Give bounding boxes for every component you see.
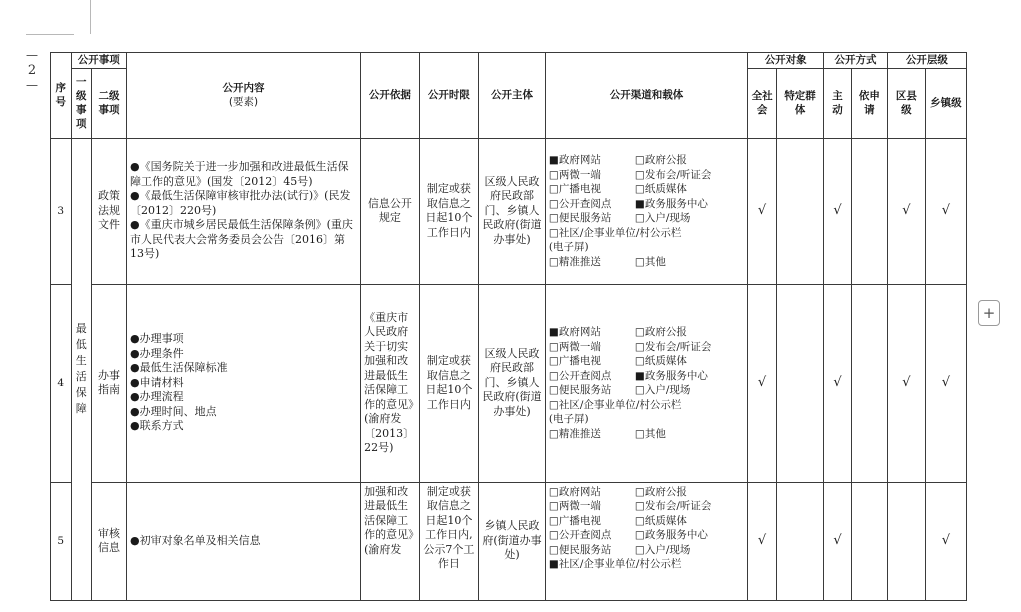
check-level-district	[887, 482, 925, 600]
row-subject: 区级人民政府民政部门、乡镇人民政府(街道办事处)	[479, 284, 546, 482]
header-level-town: 乡镇级	[925, 68, 966, 138]
header-disclosure-items: 公开事项	[71, 53, 126, 69]
row-content: ●《国务院关于进一步加强和改进最低生活保障工作的意见》(国发〔2012〕45号) ●《最低生活保障审核审批办法(试行)》(民发〔2012〕220号) ●《重庆市城乡居民最低生活保障条例》(重庆市人民代表大会常务委员会公告〔2016〕第13号)	[126, 138, 360, 284]
row-seq: 4	[51, 284, 72, 482]
header-channels: 公开渠道和载体	[545, 53, 747, 139]
header-level1: 一级事项	[71, 68, 92, 138]
check-target-all: √	[748, 138, 777, 284]
row-basis: 信息公开规定	[361, 138, 420, 284]
crop-mark-horizontal	[26, 34, 74, 35]
check-target-specific	[776, 138, 823, 284]
header-level: 公开层级	[887, 53, 966, 69]
add-comment-button[interactable]: +	[978, 300, 1000, 326]
header-level2: 二级事项	[92, 68, 127, 138]
category-cell: 最低生活保障	[71, 138, 92, 600]
check-target-specific	[776, 482, 823, 600]
header-seq: 序号	[51, 53, 72, 139]
check-method-request	[851, 482, 887, 600]
header-level-district: 区县级	[887, 68, 925, 138]
check-level-district: √	[887, 138, 925, 284]
check-level-town: √	[925, 284, 966, 482]
header-target: 公开对象	[748, 53, 824, 69]
check-target-specific	[776, 284, 823, 482]
check-target-all: √	[748, 482, 777, 600]
row-seq: 3	[51, 138, 72, 284]
table-row	[51, 138, 967, 284]
row-subject: 乡镇人民政府(街道办事处)	[479, 482, 546, 600]
row-time-limit: 制定或获取信息之日起10个工作日内	[419, 284, 479, 482]
row-content: ●初审对象名单及相关信息	[126, 482, 360, 600]
check-level-town: √	[925, 482, 966, 600]
row-channels: □政府网站 □政府公报 □两微一端 □发布会/听证会 □广播电视 □纸质媒体 □公开查阅点 □政务服务中心 □便民服务站 □入户/现场 ■社区/企事业单位/村公示栏	[545, 482, 747, 600]
table-row	[51, 284, 967, 482]
check-method-request	[851, 138, 887, 284]
row-time-limit: 制定或获取信息之日起10个工作日内,公示7个工作日	[419, 482, 479, 600]
row-basis: 《重庆市人民政府关于切实加强和改进最低生活保障工作的意见》(渝府发〔2013〕22号)	[361, 284, 420, 482]
header-time-limit: 公开时限	[419, 53, 479, 139]
page-number: — 2 —	[26, 48, 38, 92]
disclosure-table	[50, 52, 967, 601]
check-level-district: √	[887, 284, 925, 482]
row-content: ●办理事项 ●办理条件 ●最低生活保障标准 ●申请材料 ●办理流程 ●办理时间、地点 ●联系方式	[126, 284, 360, 482]
header-method-request: 依申请	[851, 68, 887, 138]
header-basis: 公开依据	[361, 53, 420, 139]
header-content: 公开内容 (要素)	[126, 53, 360, 139]
table-row	[51, 482, 967, 600]
check-method-active: √	[824, 284, 852, 482]
row-level2: 审核信息	[92, 482, 127, 600]
crop-mark-vertical	[90, 0, 91, 34]
header-method: 公开方式	[824, 53, 888, 69]
row-channels: ■政府网站 □政府公报 □两微一端 □发布会/听证会 □广播电视 □纸质媒体 □公开查阅点 ■政务服务中心 □便民服务站 □入户/现场 □社区/企事业单位/村公示栏 (电子屏) □精准推送 □其他	[545, 138, 747, 284]
header-subject: 公开主体	[479, 53, 546, 139]
row-basis: 加强和改进最低生活保障工作的意见》(渝府发	[361, 482, 420, 600]
row-time-limit: 制定或获取信息之日起10个工作日内	[419, 138, 479, 284]
check-method-request	[851, 284, 887, 482]
check-method-active: √	[824, 138, 852, 284]
row-subject: 区级人民政府民政部门、乡镇人民政府(街道办事处)	[479, 138, 546, 284]
header-target-specific: 特定群体	[776, 68, 823, 138]
check-method-active: √	[824, 482, 852, 600]
row-channels: ■政府网站 □政府公报 □两微一端 □发布会/听证会 □广播电视 □纸质媒体 □公开查阅点 ■政务服务中心 □便民服务站 □入户/现场 □社区/企事业单位/村公示栏 (电子屏) □精准推送 □其他	[545, 284, 747, 482]
check-level-town: √	[925, 138, 966, 284]
row-seq: 5	[51, 482, 72, 600]
header-target-all: 全社会	[748, 68, 777, 138]
disclosure-table-sheet	[50, 52, 967, 612]
row-level2: 政策法规文件	[92, 138, 127, 284]
check-target-all: √	[748, 284, 777, 482]
header-method-active: 主动	[824, 68, 852, 138]
row-level2: 办事指南	[92, 284, 127, 482]
